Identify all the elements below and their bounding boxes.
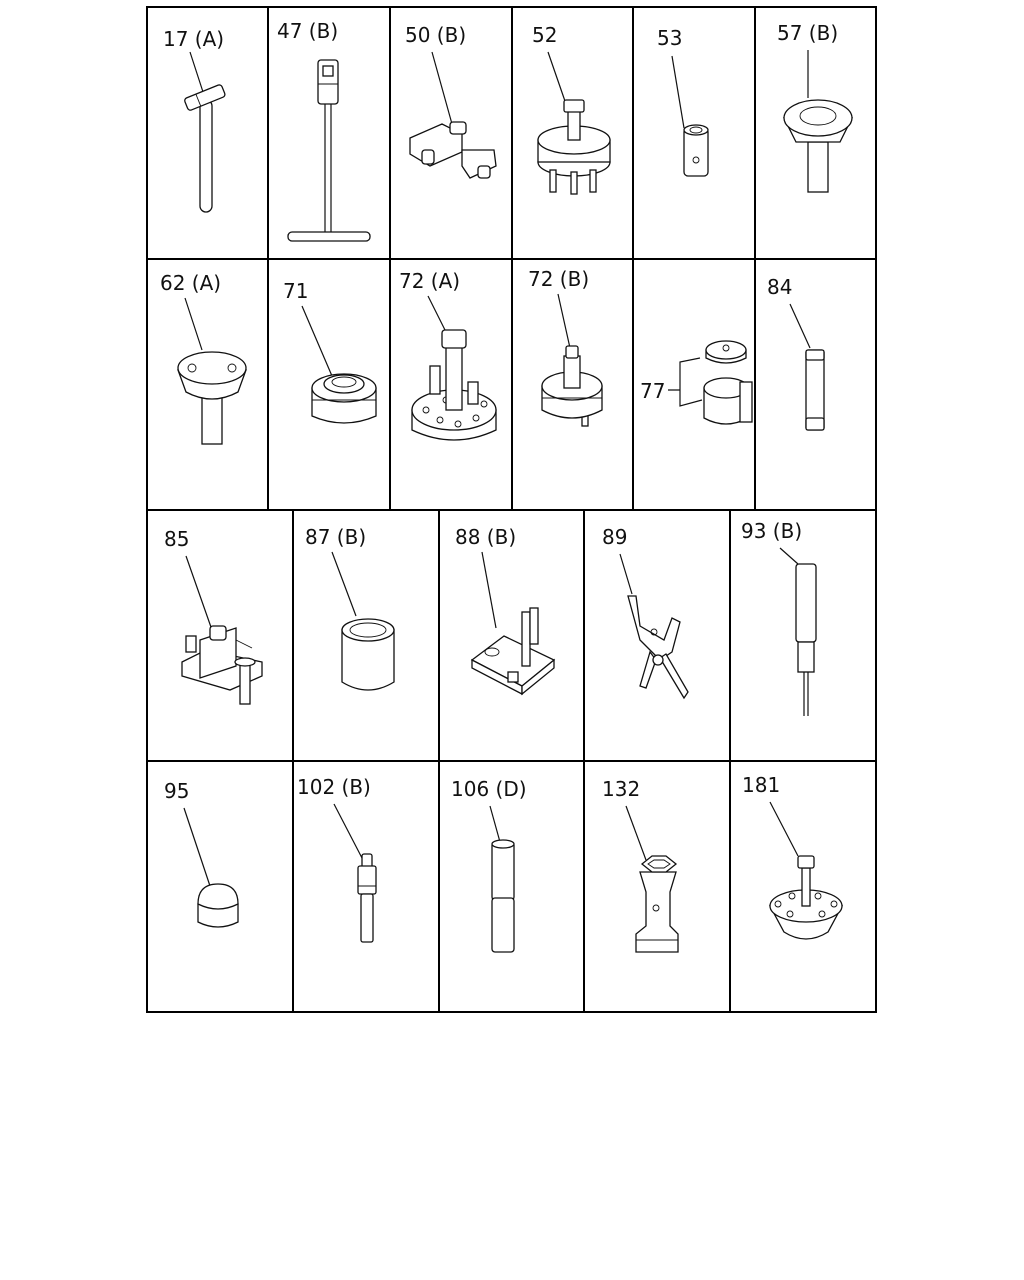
part-label-71: 71 [283, 279, 309, 303]
holder-b-tool [542, 346, 602, 426]
puller-plate-tool [538, 100, 610, 194]
cell-47b [277, 19, 370, 241]
knurled-driver-bar-tool [492, 840, 514, 952]
part-label-102b: 102 (B) [297, 775, 371, 799]
driver-attachment-tool [784, 100, 852, 192]
cell-17a [163, 27, 226, 212]
part-label-57b: 57 (B) [777, 21, 839, 45]
part-label-93b: 93 (B) [741, 519, 803, 543]
part-label-87b: 87 (B) [305, 525, 367, 549]
t-handle-wrench [288, 60, 370, 241]
cell-93b [741, 519, 816, 716]
part-label-72a: 72 (A) [399, 269, 461, 293]
cell-88b [455, 525, 554, 694]
cell-71 [283, 279, 376, 423]
part-label-88b: 88 (B) [455, 525, 517, 549]
cell-57b [777, 21, 852, 192]
part-label-72b: 72 (B) [528, 267, 590, 291]
cell-106d [451, 777, 527, 952]
cell-62a [160, 271, 246, 444]
cell-85 [164, 527, 262, 704]
knurled-driver-tool [796, 564, 816, 716]
cell-53 [657, 26, 708, 176]
part-label-84: 84 [767, 275, 793, 299]
part-label-47b: 47 (B) [277, 19, 339, 43]
cell-181 [742, 773, 842, 939]
pin-tool [358, 854, 376, 942]
sleeve-tool [684, 125, 708, 176]
cell-77 [640, 341, 752, 424]
cell-72b [528, 267, 602, 426]
part-label-52: 52 [532, 23, 558, 47]
cell-50b [405, 23, 496, 178]
cell-72a [399, 269, 496, 440]
cell-95 [164, 779, 238, 927]
part-label-17a: 17 (A) [163, 27, 225, 51]
cell-89 [602, 525, 688, 698]
box-wrench-tool [636, 856, 678, 952]
driver-head-tool [178, 352, 246, 444]
cell-84 [767, 275, 824, 430]
knurled-dome-tool [198, 884, 238, 927]
part-label-62a: 62 (A) [160, 271, 222, 295]
part-label-89: 89 [602, 525, 628, 549]
cell-87b [305, 525, 394, 690]
part-label-85: 85 [164, 527, 190, 551]
bracket-tool [410, 122, 496, 178]
part-label-77: 77 [640, 379, 666, 403]
part-label-53: 53 [657, 26, 683, 50]
part-label-95: 95 [164, 779, 190, 803]
bearing-tool [312, 374, 376, 423]
plate-rod-tool [472, 608, 554, 694]
holder-tool [412, 330, 496, 440]
part-label-132: 132 [602, 777, 641, 801]
bracket-bolt-tool [182, 626, 262, 704]
hook-pliers-tool [628, 596, 688, 698]
hammer-tool [184, 52, 226, 212]
cell-132 [602, 777, 678, 952]
cell-102b [297, 775, 376, 942]
part-label-50b: 50 (B) [405, 23, 467, 47]
knurled-bar-tool [806, 350, 824, 430]
split-collar-tool [704, 341, 752, 424]
knurled-cylinder-tool [342, 619, 394, 690]
cell-52 [532, 23, 610, 194]
part-label-181: 181 [742, 773, 781, 797]
part-label-106d: 106 (D) [451, 777, 527, 801]
installer-tool [770, 856, 842, 939]
